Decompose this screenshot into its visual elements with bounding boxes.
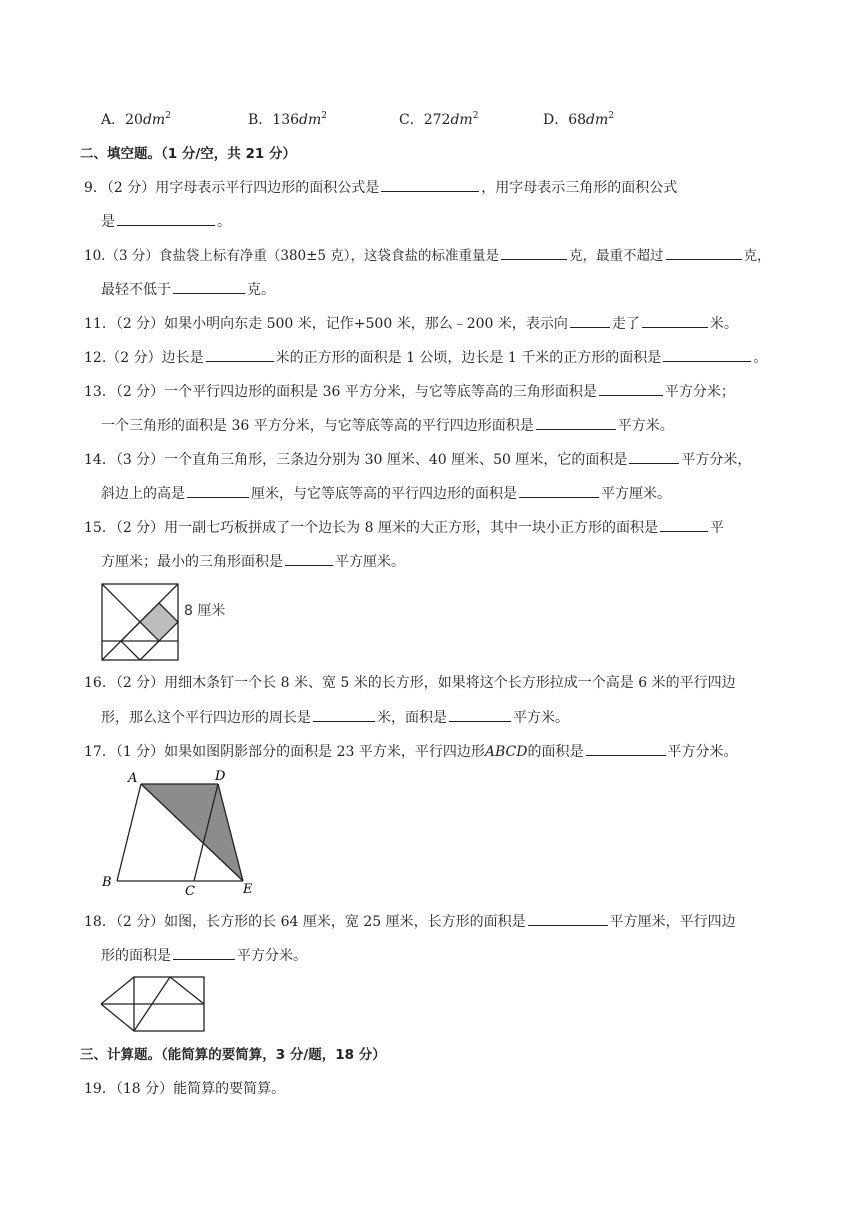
q14-line1: 14．（3 分）一个直角三角形，三条边分别为 30 厘米、40 厘米、50 厘米，它的面积是 平方分米， — [84, 449, 751, 470]
label-c: C — [185, 884, 195, 896]
q14-line2: 斜边上的高是 厘米，与它等底等高的平行四边形的面积是 平方厘米。 — [101, 483, 671, 504]
q15-line1: 15．（2 分）用一副七巧板拼成了一个边长为 8 厘米的大正方形，其中一块小正方形的面积是 平 — [84, 517, 724, 538]
answer-blank[interactable] — [187, 483, 249, 498]
answer-blank[interactable] — [285, 551, 333, 566]
answer-blank[interactable] — [381, 177, 479, 192]
q15-line2: 方厘米；最小的三角形面积是 平方厘米。 — [101, 551, 405, 572]
label-a: A — [128, 771, 138, 786]
q10-line1: 10.（3 分）食盐袋上标有净重（380±5 克），这袋食盐的标准重量是 克，最重不超过 克， — [84, 245, 771, 266]
answer-blank[interactable] — [173, 945, 235, 960]
label-b: B — [102, 875, 112, 890]
answer-blank[interactable] — [117, 211, 215, 226]
tangram-figure — [100, 582, 240, 662]
q10-line2: 最轻不低于 克。 — [101, 279, 275, 300]
rect-parallelogram-figure — [98, 974, 218, 1034]
answer-blank[interactable] — [666, 245, 742, 260]
section-2-heading: 二、填空题。（1 分/空，共 21 分） — [80, 146, 296, 162]
q18-line1: 18．（2 分）如图，长方形的长 64 厘米，宽 25 厘米，长方形的面积是 平方厘米，平行四边 — [84, 911, 736, 932]
q13-line1: 13．（2 分）一个平行四边形的面积是 36 平方分米，与它等底等高的三角形面积是 平方分米； — [84, 381, 735, 402]
choice-d: D．$68dm^2$ — [543, 111, 615, 128]
answer-blank[interactable] — [599, 381, 663, 396]
answer-blank[interactable] — [206, 347, 274, 362]
q13-line2: 一个三角形的面积是 36 平方分米，与它等底等高的平行四边形面积是 平方米。 — [101, 415, 674, 436]
q9-line1: 9．（2 分）用字母表示平行四边形的面积公式是 ，用字母表示三角形的面积公式 — [84, 177, 677, 198]
q11-line: 11．（2 分）如果小明向东走 500 米，记作+500 米，那么﹣200 米，表示向 走了 米。 — [84, 313, 738, 334]
q16-line1: 16．（2 分）用细木条钉一个长 8 米、宽 5 米的长方形，如果将这个长方形拉成一个高是 6 米的平行四边 — [84, 675, 736, 691]
q19-line: 19．（18 分）能简算的要简算。 — [84, 1081, 286, 1097]
answer-blank[interactable] — [449, 707, 511, 722]
answer-blank[interactable] — [660, 517, 708, 532]
parallelogram-figure — [98, 768, 268, 896]
label-d: D — [215, 769, 226, 784]
answer-blank[interactable] — [536, 415, 616, 430]
tangram-label: 8 厘米 — [184, 603, 226, 619]
answer-blank[interactable] — [663, 347, 751, 362]
choice-c: C．$272dm^2$ — [399, 111, 479, 128]
answer-blank[interactable] — [586, 741, 666, 756]
label-e: E — [243, 882, 253, 896]
q18-line2: 形的面积是 平方分米。 — [101, 945, 307, 966]
q16-line2: 形，那么这个平行四边形的周长是 米，面积是 平方米。 — [101, 707, 569, 728]
answer-blank[interactable] — [570, 313, 610, 328]
answer-blank[interactable] — [501, 245, 567, 260]
answer-blank[interactable] — [519, 483, 599, 498]
answer-blank[interactable] — [629, 449, 679, 464]
choice-b: B．$136dm^2$ — [248, 111, 327, 128]
answer-blank[interactable] — [642, 313, 708, 328]
q12-line: 12.（2 分）边长是 米的正方形的面积是 1 公顷，边长是 1 千米的正方形的面积是 。 — [84, 347, 767, 368]
q9-line2: 是 。 — [101, 211, 231, 232]
answer-blank[interactable] — [173, 279, 245, 294]
q17-line: 17．（1 分）如果如图阴影部分的面积是 23 平方米，平行四边形ABCD的面积是 平方分米。 — [84, 741, 738, 762]
answer-blank[interactable] — [313, 707, 375, 722]
choice-a: A．$20dm^2$ — [101, 111, 171, 128]
section-3-heading: 三、计算题。（能简算的要简算，3 分/题，18 分） — [80, 1047, 386, 1063]
answer-blank[interactable] — [528, 911, 608, 926]
